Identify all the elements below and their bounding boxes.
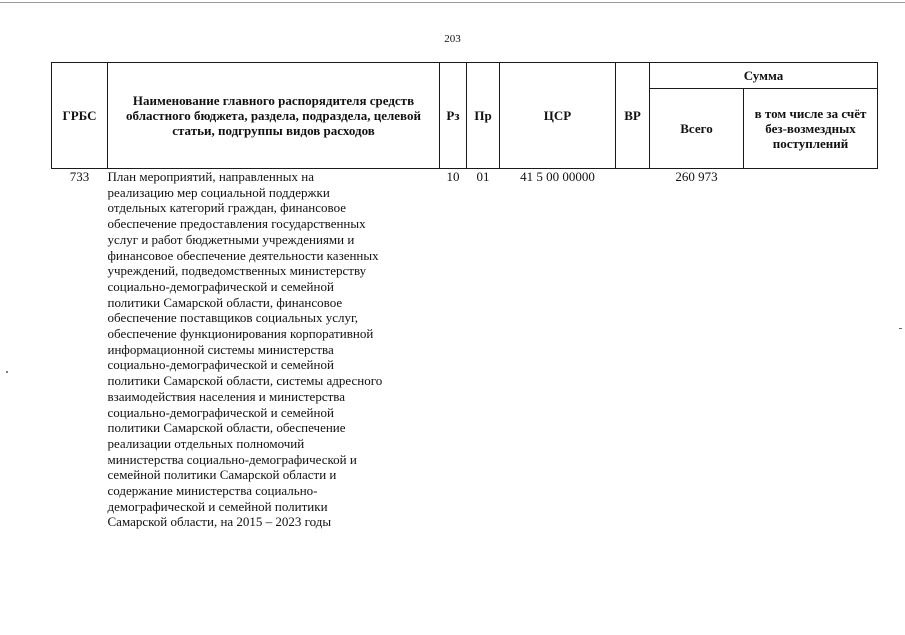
- header-vr: ВР: [616, 63, 650, 169]
- header-name: Наименование главного распорядителя средств областного бюджета, раздела, подраздела, целевой статьи, подгруппы видов расходов: [108, 63, 440, 169]
- header-total: Всего: [650, 89, 744, 169]
- budget-table: [51, 62, 878, 530]
- page-number: 203: [444, 33, 461, 45]
- cell-csr: 41 5 00 00000: [520, 169, 595, 184]
- header-pr: Пр: [467, 63, 500, 169]
- cell-grbs: 733: [69, 169, 90, 184]
- cell-total: 260 973: [675, 169, 718, 184]
- scan-speck: [6, 371, 8, 373]
- header-grbs: ГРБС: [52, 63, 108, 169]
- header-free: в том числе за счёт без-возмездных поступлений: [744, 89, 878, 169]
- cell-pr: 01: [476, 169, 490, 184]
- scan-speck: [899, 328, 902, 329]
- cell-name: План мероприятий, направленных на реализацию мер социальной поддержки отдельных категорий граждан, финансовое обеспечение предоставления государственных услуг и работ бюджетными учреждениями и финансовое обеспечение деятельности казенных учреждений, подведомственных министерству социально-демографической и семейной политики Самарской области, финансовое обеспечение поставщиков социальных услуг, обеспечение функционирования корпоративной информационной системы министерства социально-демографической и семейной политики Самарской области, системы адресного взаимодействия населения и министерства социально-демографической и семейной политики Самарской области, обеспечение реализации отдельных полномочий министерства социально-демографической и семейной политики Самарской области и содержание министерства социально- демографической и семейной политики Самарской области, на 2015 – 2023 годы: [107, 169, 383, 530]
- table-row: [52, 169, 878, 531]
- cell-vr: [616, 169, 650, 531]
- header-sum: Сумма: [650, 63, 878, 89]
- cell-rz: 10: [446, 169, 460, 184]
- header-csr: ЦСР: [500, 63, 616, 169]
- top-rule: [0, 2, 905, 3]
- cell-free: [744, 169, 878, 531]
- header-rz: Рз: [440, 63, 467, 169]
